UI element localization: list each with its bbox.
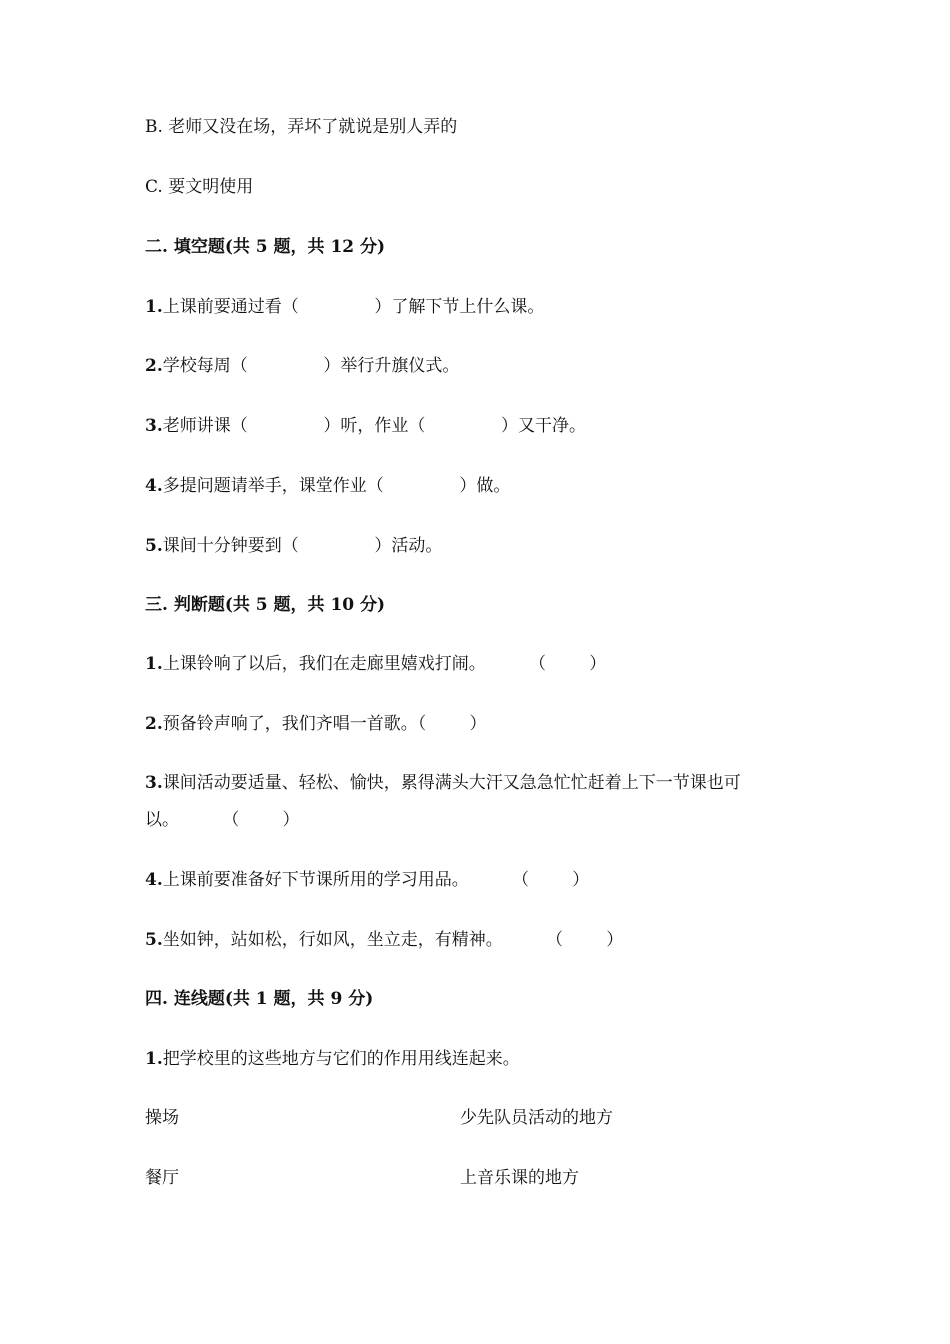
question-text: 课间活动要适量、轻松、愉快，累得满头大汗又急急忙忙赶着上下一节课也可 — [162, 773, 741, 793]
question-text: 学校每周（ ）举行升旗仪式。 — [162, 356, 460, 376]
judge-question-1 — [145, 652, 606, 676]
judge-question-3-continued: 以。 （ ） — [145, 810, 300, 830]
judge-question-4 — [145, 868, 589, 892]
question-text: 坐如钟，站如松，行如风，坐立走，有精神。 （ ） — [162, 930, 624, 950]
question-number: 1. — [145, 654, 163, 674]
fill-question-1 — [145, 295, 544, 319]
section-4-title: 四. 连线题(共 1 题，共 9 分) — [145, 989, 374, 1009]
question-number: 5. — [145, 536, 163, 556]
fill-question-2 — [145, 354, 459, 378]
question-text: 上课前要通过看（ ）了解下节上什么课。 — [162, 297, 545, 317]
section-3-title: 三. 判断题(共 5 题，共 10 分) — [145, 595, 386, 615]
question-number: 1. — [145, 297, 163, 317]
question-text: 把学校里的这些地方与它们的作用用线连起来。 — [162, 1049, 520, 1069]
question-text: 老师讲课（ ）听，作业（ ）又干净。 — [162, 416, 587, 436]
question-number: 4. — [145, 870, 163, 890]
question-number: 5. — [145, 930, 163, 950]
judge-question-3 — [145, 771, 741, 795]
section-2-title: 二. 填空题(共 5 题，共 12 分) — [145, 237, 386, 257]
fill-question-4 — [145, 474, 510, 498]
question-number: 3. — [145, 773, 163, 793]
fill-question-5 — [145, 534, 442, 558]
judge-question-5 — [145, 928, 623, 952]
match-right-item: 少先队员活动的地方 — [460, 1108, 613, 1128]
question-text: 课间十分钟要到（ ）活动。 — [162, 536, 443, 556]
question-text: 预备铃声响了，我们齐唱一首歌。（ ） — [162, 714, 487, 734]
question-text: 多提问题请举手，课堂作业（ ）做。 — [162, 476, 511, 496]
question-text: 上课铃响了以后，我们在走廊里嬉戏打闹。 （ ） — [162, 654, 607, 674]
fill-question-3 — [145, 414, 586, 438]
question-number: 1. — [145, 1049, 163, 1069]
match-right-item: 上音乐课的地方 — [460, 1168, 579, 1188]
question-number: 4. — [145, 476, 163, 496]
question-number: 2. — [145, 714, 163, 734]
question-text: 上课前要准备好下节课所用的学习用品。 （ ） — [162, 870, 590, 890]
option-c: C. 要文明使用 — [145, 177, 254, 197]
question-number: 2. — [145, 356, 163, 376]
option-b: B. 老师又没在场，弄坏了就说是别人弄的 — [145, 117, 458, 137]
match-left-item: 操场 — [145, 1108, 179, 1128]
match-question-1 — [145, 1047, 520, 1071]
question-number: 3. — [145, 416, 163, 436]
match-left-item: 餐厅 — [145, 1168, 179, 1188]
judge-question-2 — [145, 712, 486, 736]
